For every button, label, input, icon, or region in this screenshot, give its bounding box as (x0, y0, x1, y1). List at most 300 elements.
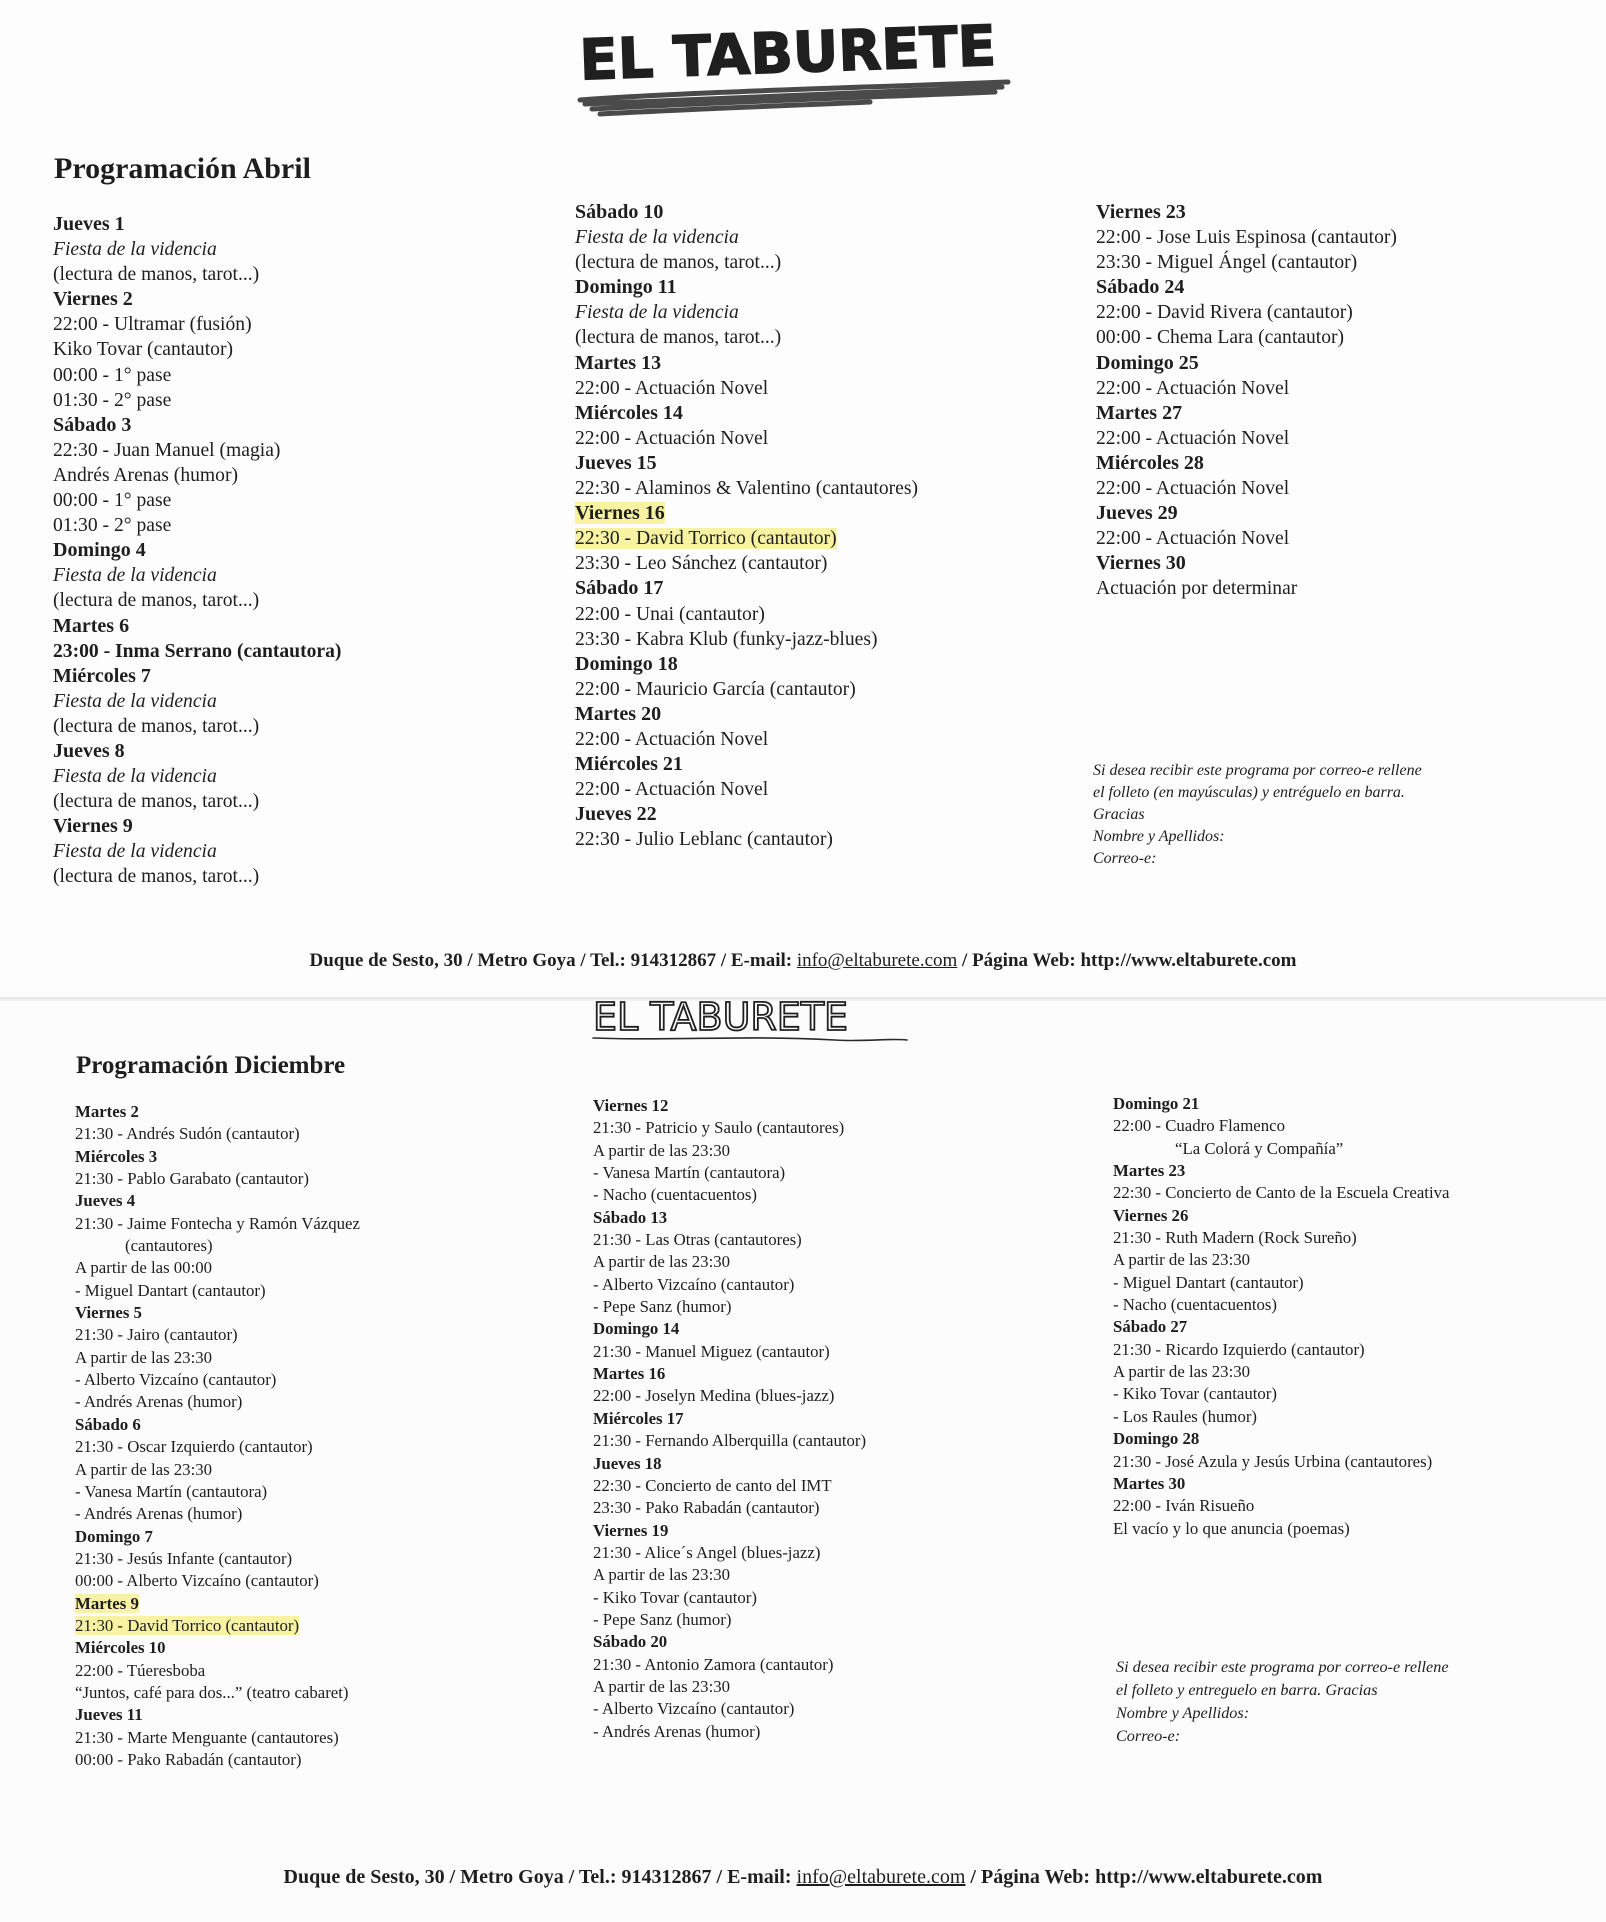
line-text: Viernes 30 (1096, 552, 1186, 575)
line-text: Viernes 19 (593, 1520, 669, 1540)
event-line (1113, 1361, 1449, 1383)
line-text: 21:30 - Alice´s Angel (blues-jazz) (593, 1542, 821, 1562)
event-line (575, 627, 918, 652)
line-text: Jueves 4 (75, 1191, 136, 1211)
event-line (75, 1727, 360, 1749)
event-line (1096, 476, 1397, 501)
event-line (75, 1235, 360, 1257)
event-line (575, 727, 918, 752)
line-text: Jueves 29 (1096, 502, 1178, 525)
line-text: 22:30 - Julio Leblanc (cantautor) (575, 829, 833, 851)
event-line (1096, 325, 1397, 350)
april-column-1 (53, 212, 341, 890)
line-text: - Andrés Arenas (humor) (593, 1721, 761, 1741)
event-line (1113, 1294, 1449, 1316)
event-line (75, 1682, 360, 1704)
day-heading (1113, 1473, 1449, 1495)
event-line (75, 1168, 360, 1190)
event-line (593, 1698, 866, 1720)
line-text: (lectura de manos, tarot...) (53, 590, 260, 612)
event-line (75, 1213, 360, 1235)
line-text: 21:30 - Jesús Infante (cantautor) (75, 1548, 293, 1568)
event-line (593, 1676, 866, 1698)
line-text: 22:00 - Actuación Novel (1096, 528, 1290, 550)
footer-address: Duque de Sesto, 30 / Metro Goya / Tel.: 914312867 / E-mail: (283, 1866, 797, 1888)
line-text: 23:30 - Miguel Ángel (cantautor) (1096, 252, 1358, 274)
event-line (75, 1347, 360, 1369)
line-text: 21:30 - Marte Menguante (cantautores) (75, 1727, 339, 1747)
note-line (1116, 1679, 1449, 1702)
event-line (1113, 1339, 1449, 1361)
line-text: 22:30 - Juan Manuel (magia) (53, 439, 281, 461)
line-text: 22:00 - Cuadro Flamenco (1113, 1116, 1285, 1136)
footer-website: / Página Web: http://www.eltaburete.com (965, 1866, 1323, 1888)
line-text: Martes 16 (593, 1364, 666, 1384)
line-text: - Miguel Dantart (cantautor) (75, 1280, 266, 1300)
day-heading (575, 802, 918, 827)
line-text: (lectura de manos, tarot...) (53, 715, 260, 737)
event-title-italic (575, 225, 918, 250)
line-text: A partir de las 00:00 (75, 1258, 213, 1278)
event-line (53, 337, 341, 362)
day-heading (75, 1302, 360, 1324)
note-line (1093, 826, 1422, 848)
day-heading (575, 200, 918, 225)
line-text: 22:00 - Actuación Novel (575, 728, 769, 750)
event-line (1113, 1451, 1449, 1473)
event-line (575, 325, 918, 350)
line-text: - Nacho (cuentacuentos) (593, 1185, 758, 1205)
line-text: Martes 2 (75, 1102, 139, 1121)
svg-text:EL TABURETE: EL TABURETE (593, 995, 849, 1039)
december-footer (0, 1866, 1606, 1889)
december-column-3 (1113, 1093, 1449, 1540)
line-text: 00:00 - 1° pase (53, 490, 172, 512)
line-text: A partir de las 23:30 (593, 1676, 731, 1696)
april-column-3 (1096, 200, 1397, 602)
line-text: 22:00 - Joselyn Medina (blues-jazz) (593, 1386, 835, 1406)
line-text: 21:30 - Las Otras (cantautores) (593, 1230, 802, 1250)
note-line (1093, 782, 1422, 804)
event-line (1113, 1115, 1449, 1137)
line-text: 23:30 - Leo Sánchez (cantautor) (575, 553, 828, 575)
event-line (593, 1385, 866, 1407)
line-text: A partir de las 23:30 (75, 1459, 213, 1479)
line-text: Fiesta de la videncia (53, 841, 217, 863)
day-heading (1113, 1093, 1449, 1115)
day-heading (1096, 351, 1397, 376)
line-text: “La Colorá y Compañía” (1175, 1138, 1344, 1158)
line-text: 22:30 - David Torrico (cantautor) (575, 528, 837, 550)
event-line (1096, 526, 1397, 551)
footer-website: / Página Web: http://www.eltaburete.com (957, 950, 1297, 971)
note-line (1116, 1702, 1449, 1725)
event-line (75, 1436, 360, 1458)
svg-text:EL TABURETE: EL TABURETE (578, 13, 998, 94)
line-text: Sábado 24 (1096, 276, 1185, 299)
day-heading (593, 1207, 866, 1229)
event-line (593, 1251, 866, 1273)
line-text: - Alberto Vizcaíno (cantautor) (593, 1699, 795, 1719)
event-line (593, 1542, 866, 1564)
december-column-2 (593, 1095, 866, 1743)
event-line (53, 463, 341, 488)
event-line (593, 1274, 866, 1296)
event-line (1113, 1272, 1449, 1294)
note-line (1116, 1656, 1449, 1679)
event-line (75, 1391, 360, 1413)
line-text: Andrés Arenas (humor) (53, 464, 239, 486)
line-text: 22:00 - Actuación Novel (1096, 377, 1290, 399)
event-line (53, 488, 341, 513)
day-heading (53, 287, 341, 312)
day-heading-highlighted (575, 501, 918, 526)
line-text: Miércoles 14 (575, 401, 683, 424)
line-text: Correo-e: (1116, 1727, 1181, 1745)
line-text: Nombre y Apellidos: (1093, 828, 1225, 845)
line-text: 22:00 - Jose Luis Espinosa (cantautor) (1096, 227, 1397, 249)
event-line (75, 1660, 360, 1682)
day-heading (53, 538, 341, 563)
day-heading-highlighted (75, 1593, 360, 1615)
line-text: Fiesta de la videncia (575, 302, 739, 324)
line-text: 22:00 - David Rivera (cantautor) (1096, 302, 1353, 324)
day-heading (53, 739, 341, 764)
event-line (593, 1609, 866, 1631)
note-line (1093, 760, 1422, 782)
event-line (1096, 300, 1397, 325)
line-text: Miércoles 7 (53, 664, 151, 687)
line-text: Martes 9 (75, 1593, 139, 1613)
line-text: Miércoles 21 (575, 753, 683, 776)
event-line (75, 1257, 360, 1279)
event-line (53, 714, 341, 739)
day-heading (1096, 551, 1397, 576)
line-text: Viernes 9 (53, 815, 133, 838)
event-line (53, 789, 341, 814)
event-line (1096, 225, 1397, 250)
event-line (575, 827, 918, 852)
day-heading (1096, 200, 1397, 225)
event-title-italic (53, 563, 341, 588)
line-text: Sábado 10 (575, 201, 664, 223)
line-text: Viernes 12 (593, 1096, 669, 1115)
line-text: Si desea recibir este programa por correo-e rellene (1116, 1658, 1449, 1676)
event-line-highlighted (75, 1615, 360, 1637)
line-text: el folleto y entreguelo en barra. Gracias (1116, 1681, 1378, 1699)
line-text: 00:00 - Pako Rabadán (cantautor) (75, 1749, 302, 1769)
line-text: 23:30 - Kabra Klub (funky-jazz-blues) (575, 628, 878, 650)
event-line (75, 1481, 360, 1503)
event-line (575, 602, 918, 627)
event-line (593, 1229, 866, 1251)
day-heading (1096, 401, 1397, 426)
line-text: Miércoles 17 (593, 1408, 684, 1428)
line-text: El vacío y lo que anuncia (poemas) (1113, 1518, 1350, 1538)
line-text: Viernes 23 (1096, 201, 1186, 223)
footer-address: Duque de Sesto, 30 / Metro Goya / Tel.: 914312867 / E-mail: (309, 950, 797, 971)
line-text: 22:30 - Alaminos & Valentino (cantautores) (575, 478, 919, 500)
day-heading (53, 814, 341, 839)
event-line (593, 1497, 866, 1519)
event-title-italic (53, 839, 341, 864)
line-text: 01:30 - 2° pase (53, 389, 172, 411)
day-heading (1113, 1160, 1449, 1182)
day-heading (575, 351, 918, 376)
line-text: 22:00 - Actuación Novel (575, 377, 769, 399)
event-line (1113, 1182, 1449, 1204)
line-text: Domingo 18 (575, 652, 678, 675)
event-line (575, 426, 918, 451)
line-text: Fiesta de la videncia (575, 227, 739, 249)
line-text: 21:30 - José Azula y Jesús Urbina (cantautores) (1113, 1451, 1433, 1471)
line-text: - Kiko Tovar (cantautor) (593, 1587, 757, 1607)
line-text: Jueves 18 (593, 1453, 662, 1473)
day-heading (1096, 451, 1397, 476)
day-heading (593, 1408, 866, 1430)
line-text: 00:00 - Alberto Vizcaíno (cantautor) (75, 1571, 319, 1591)
day-heading (53, 664, 341, 689)
line-text: Miércoles 3 (75, 1146, 158, 1166)
line-text: 21:30 - Jaime Fontecha y Ramón Vázquez (75, 1213, 360, 1233)
line-text: Domingo 7 (75, 1526, 153, 1546)
line-text: Kiko Tovar (cantautor) (53, 339, 233, 361)
event-line (53, 438, 341, 463)
line-text: 22:00 - Actuación Novel (1096, 427, 1290, 449)
day-heading (593, 1520, 866, 1542)
line-text: Martes 23 (1113, 1161, 1186, 1181)
line-text: Martes 20 (575, 702, 662, 725)
event-line (593, 1587, 866, 1609)
line-text: 21:30 - Ricardo Izquierdo (cantautor) (1113, 1339, 1365, 1359)
event-line (53, 388, 341, 413)
april-column-2 (575, 200, 918, 852)
event-line (53, 312, 341, 337)
line-text: 22:00 - Actuación Novel (1096, 478, 1290, 500)
december-program-title: Programación Diciembre (76, 1052, 346, 1079)
event-line (53, 262, 341, 287)
event-title-italic (53, 689, 341, 714)
line-text: Domingo 25 (1096, 351, 1199, 374)
line-text: 22:00 - Mauricio García (cantautor) (575, 678, 856, 700)
event-line (53, 588, 341, 613)
line-text: 22:00 - Unai (cantautor) (575, 603, 765, 625)
line-text: 01:30 - 2° pase (53, 515, 172, 537)
event-line (53, 864, 341, 889)
day-heading (75, 1637, 360, 1659)
event-line (75, 1324, 360, 1346)
december-mailing-note (1116, 1656, 1449, 1748)
event-line (1113, 1249, 1449, 1271)
note-line (1116, 1725, 1449, 1748)
line-text: Actuación por determinar (1096, 578, 1298, 600)
event-line (593, 1140, 866, 1162)
line-text: 21:30 - Manuel Miguez (cantautor) (593, 1341, 830, 1361)
day-heading (593, 1095, 866, 1117)
line-text: “Juntos, café para dos...” (teatro cabaret) (75, 1682, 349, 1702)
line-text: A partir de las 23:30 (1113, 1250, 1251, 1270)
day-heading (75, 1414, 360, 1436)
line-text: 22:00 - Iván Risueño (1113, 1496, 1255, 1516)
line-text: Martes 30 (1113, 1473, 1186, 1493)
day-heading (53, 212, 341, 237)
day-heading (1113, 1316, 1449, 1338)
day-heading (575, 576, 918, 601)
line-text: - Vanesa Martín (cantautora) (75, 1481, 268, 1501)
day-heading (593, 1363, 866, 1385)
event-line (593, 1475, 866, 1497)
line-text: - Pepe Sanz (humor) (593, 1297, 732, 1317)
line-text: Domingo 28 (1113, 1429, 1200, 1449)
event-line (1096, 576, 1397, 601)
line-text: (lectura de manos, tarot...) (53, 264, 260, 286)
day-heading (593, 1318, 866, 1340)
line-text: 21:30 - Fernando Alberquilla (cantautor) (593, 1431, 867, 1451)
line-text: 22:00 - Ultramar (fusión) (53, 314, 252, 336)
line-text: 23:00 - Inma Serrano (cantautora) (53, 640, 342, 662)
line-text: 22:00 - Túeresboba (75, 1660, 206, 1680)
line-text: Jueves 11 (75, 1705, 143, 1725)
day-heading (575, 401, 918, 426)
line-text: A partir de las 23:30 (593, 1565, 731, 1585)
line-text: Si desea recibir este programa por correo-e rellene (1093, 762, 1422, 779)
line-text: Jueves 15 (575, 451, 657, 474)
line-text: (cantautores) (125, 1236, 213, 1256)
event-line (575, 551, 918, 576)
day-heading (575, 752, 918, 777)
event-line (575, 677, 918, 702)
event-line (575, 376, 918, 401)
line-text: Sábado 13 (593, 1207, 668, 1227)
line-text: 23:30 - Pako Rabadán (cantautor) (593, 1498, 820, 1518)
line-text: Martes 13 (575, 351, 662, 374)
line-text: Fiesta de la videncia (53, 565, 217, 587)
day-heading (575, 451, 918, 476)
event-line (593, 1296, 866, 1318)
line-text: Sábado 20 (593, 1632, 668, 1652)
day-heading (75, 1101, 360, 1123)
event-line (75, 1280, 360, 1302)
line-text: 21:30 - David Torrico (cantautor) (75, 1615, 300, 1635)
line-text: Domingo 11 (575, 276, 677, 299)
line-text: Gracias (1093, 806, 1145, 823)
line-text: Domingo 4 (53, 539, 146, 562)
december-column-1 (75, 1101, 360, 1771)
day-heading (75, 1704, 360, 1726)
line-text: A partir de las 23:30 (75, 1347, 213, 1367)
line-text: (lectura de manos, tarot...) (575, 252, 782, 274)
line-text: A partir de las 23:30 (593, 1140, 731, 1160)
line-text: 21:30 - Patricio y Saulo (cantautores) (593, 1118, 845, 1138)
line-text: - Vanesa Martín (cantautora) (593, 1163, 786, 1183)
event-line (75, 1123, 360, 1145)
line-text: Viernes 26 (1113, 1205, 1189, 1225)
line-text: - Kiko Tovar (cantautor) (1113, 1384, 1277, 1404)
event-line (593, 1430, 866, 1452)
line-text: - Alberto Vizcaíno (cantautor) (75, 1370, 277, 1390)
line-text: 22:30 - Concierto de canto del IMT (593, 1475, 832, 1495)
event-line (53, 639, 341, 664)
event-line (53, 363, 341, 388)
line-text: 22:00 - Actuación Novel (575, 779, 769, 801)
event-title-italic (575, 300, 918, 325)
event-line (593, 1162, 866, 1184)
line-text: - Miguel Dantart (cantautor) (1113, 1272, 1304, 1292)
day-heading (1113, 1205, 1449, 1227)
event-line (1113, 1138, 1449, 1160)
line-text: Viernes 2 (53, 288, 133, 311)
line-text: - Alberto Vizcaíno (cantautor) (593, 1274, 795, 1294)
line-text: Jueves 22 (575, 803, 657, 826)
line-text: 21:30 - Jairo (cantautor) (75, 1325, 238, 1345)
line-text: Domingo 14 (593, 1319, 680, 1339)
day-heading (75, 1146, 360, 1168)
day-heading (575, 652, 918, 677)
line-text: 21:30 - Oscar Izquierdo (cantautor) (75, 1437, 313, 1457)
event-line (575, 777, 918, 802)
note-line (1093, 804, 1422, 826)
event-line (1096, 426, 1397, 451)
day-heading (1113, 1428, 1449, 1450)
line-text: Miércoles 28 (1096, 451, 1204, 474)
day-heading (575, 702, 918, 727)
event-line (75, 1369, 360, 1391)
event-line (593, 1341, 866, 1363)
event-line (593, 1564, 866, 1586)
day-heading (593, 1631, 866, 1653)
event-line (75, 1749, 360, 1771)
line-text: 21:30 - Antonio Zamora (cantautor) (593, 1654, 834, 1674)
line-text: - Andrés Arenas (humor) (75, 1392, 243, 1412)
event-line (75, 1503, 360, 1525)
event-line (1113, 1383, 1449, 1405)
line-text: Domingo 21 (1113, 1094, 1200, 1113)
event-line (75, 1570, 360, 1592)
day-heading (575, 275, 918, 300)
line-text: Nombre y Apellidos: (1116, 1704, 1250, 1722)
day-heading (75, 1526, 360, 1548)
event-line (1113, 1518, 1449, 1540)
day-heading (593, 1453, 866, 1475)
event-line (53, 513, 341, 538)
line-text: 22:30 - Concierto de Canto de la Escuela Creativa (1113, 1183, 1450, 1203)
line-text: Jueves 1 (53, 213, 125, 235)
line-text: Miércoles 10 (75, 1638, 166, 1658)
line-text: Martes 6 (53, 614, 130, 637)
line-text: Sábado 17 (575, 577, 664, 600)
event-line (575, 476, 918, 501)
footer-email-link[interactable]: info@eltaburete.com (796, 1866, 966, 1888)
line-text: 21:30 - Andrés Sudón (cantautor) (75, 1124, 300, 1144)
line-text: Viernes 16 (575, 502, 665, 525)
event-line (593, 1117, 866, 1139)
event-line (593, 1184, 866, 1206)
event-line (1096, 376, 1397, 401)
el-taburete-logo (585, 988, 915, 1048)
footer-email-link[interactable]: info@eltaburete.com (796, 950, 958, 971)
line-text: Sábado 6 (75, 1414, 141, 1434)
line-text: 21:30 - Pablo Garabato (cantautor) (75, 1169, 309, 1189)
line-text: Fiesta de la videncia (53, 239, 217, 261)
line-text: el folleto (en mayúsculas) y entréguelo en barra. (1093, 784, 1405, 801)
line-text: Fiesta de la videncia (53, 766, 217, 788)
event-line (75, 1459, 360, 1481)
event-line (75, 1548, 360, 1570)
line-text: 00:00 - 1° pase (53, 364, 172, 386)
line-text: - Los Raules (humor) (1113, 1406, 1258, 1426)
day-heading (75, 1190, 360, 1212)
event-line (1096, 250, 1397, 275)
